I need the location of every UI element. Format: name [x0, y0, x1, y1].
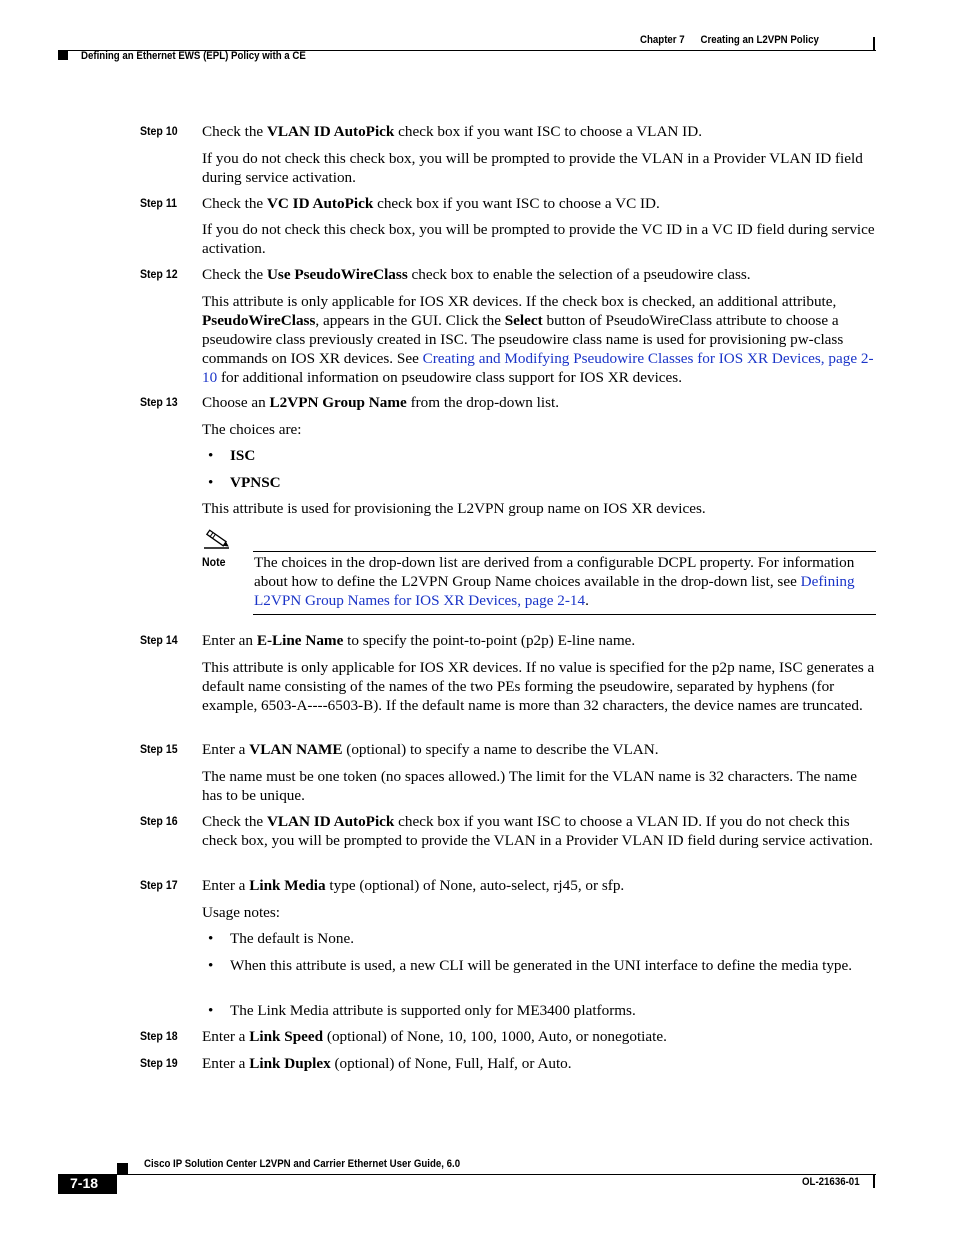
step-12-detail: This attribute is only applicable for IOS XR devices. If the check box is checked, an additional attribute, PseudoWireClass, appears in the GUI. Click the Select button of PseudoWireClass attribute to choose a pseudowire class previously created in ISC. The pseudowire class name is used for provisioning pw-class commands on IOS XR devices. See Creating and Modifying Pseudowire Classes for IOS XR Devices, page 2-10 for additional information on pseudowire class support for IOS XR devices. [202, 293, 874, 386]
usage-note: When this attribute is used, a new CLI will be generated in the UNI interface to define the media type. [230, 957, 853, 974]
step-17-text: Enter a Link Media type (optional) of None, auto-select, rj45, or sfp. [202, 877, 625, 894]
header-tick [873, 37, 875, 51]
step-11-text: Check the VC ID AutoPick check box if you want ISC to choose a VC ID. [202, 195, 660, 212]
step-14-detail: This attribute is only applicable for IOS XR devices. If no value is specified for the p2p name, ISC generates a default name consisting of the names of the two PEs forming the pseudowire, separated by hyphens (for example, 6503-A----6503-B). If the default name is more than 32 characters, the device names are truncated. [202, 659, 875, 714]
document-number: OL-21636-01 [802, 1176, 860, 1188]
step-15-detail: The name must be one token (no spaces allowed.) The limit for the VLAN name is 32 characters. The name has to be unique. [202, 768, 857, 804]
header-marker [58, 51, 68, 60]
bullet: • [208, 1002, 214, 1019]
header-chapter [640, 34, 819, 46]
pseudowire-classes-link[interactable]: Creating and Modifying Pseudowire Classes for IOS XR Devices, page 2-10 [202, 350, 874, 386]
note-text: The choices in the drop-down list are derived from a configurable DCPL property. For information about how to define the L2VPN Group Name choices available in the drop-down list, see Defining L2VPN Group Names for IOS XR Devices, page 2-14. [254, 554, 855, 609]
footer-tick [873, 1174, 875, 1188]
bullet: • [208, 930, 214, 947]
note-pencil-icon [202, 528, 232, 550]
step-13-text: Choose an L2VPN Group Name from the drop-down list. [202, 394, 560, 411]
step-14-label: Step 14 [140, 633, 178, 647]
step-10-text: Check the VLAN ID AutoPick check box if you want ISC to choose a VLAN ID. [202, 123, 703, 140]
step-16-label: Step 16 [140, 814, 178, 828]
step-10-detail: If you do not check this check box, you will be prompted to provide the VLAN in a Provider VLAN ID field during service activation. [202, 150, 863, 186]
step-17-label: Step 17 [140, 878, 178, 892]
step-10-label: Step 10 [140, 124, 178, 138]
step-12-label: Step 12 [140, 267, 178, 281]
step-18-text: Enter a Link Speed (optional) of None, 10, 100, 1000, Auto, or nonegotiate. [202, 1028, 667, 1045]
step-15-label: Step 15 [140, 742, 178, 756]
note-label: Note [202, 555, 226, 569]
chapter-title: Creating an L2VPN Policy [700, 34, 819, 46]
step-13-after: This attribute is used for provisioning the L2VPN group name on IOS XR devices. [202, 500, 706, 517]
chapter-number: Chapter 7 [640, 34, 685, 46]
usage-note: The Link Media attribute is supported only for ME3400 platforms. [230, 1002, 636, 1019]
bullet: • [208, 957, 214, 974]
choice-vpnsc: VPNSC [230, 474, 281, 491]
step-14-text: Enter an E-Line Name to specify the point-to-point (p2p) E-line name. [202, 632, 636, 649]
step-11-label: Step 11 [140, 196, 177, 210]
note-rule-bottom [253, 614, 876, 615]
note-rule-top [253, 551, 876, 552]
l2vpn-group-names-link[interactable]: Defining L2VPN Group Names for IOS XR Devices, page 2-14 [254, 573, 855, 609]
step-11-detail: If you do not check this check box, you will be prompted to provide the VC ID in a VC ID field during service activation. [202, 221, 875, 257]
step-13-label: Step 13 [140, 395, 178, 409]
step-13-choices-intro: The choices are: [202, 421, 302, 438]
step-19-text: Enter a Link Duplex (optional) of None, Full, Half, or Auto. [202, 1055, 572, 1072]
step-17-usage-intro: Usage notes: [202, 904, 281, 921]
footer-marker [117, 1163, 128, 1174]
step-18-label: Step 18 [140, 1029, 178, 1043]
section-title: Defining an Ethernet EWS (EPL) Policy with a CE [81, 50, 306, 62]
step-19-label: Step 19 [140, 1056, 178, 1070]
bullet: • [208, 447, 214, 464]
step-16-text: Check the VLAN ID AutoPick check box if you want ISC to choose a VLAN ID. If you do not check this check box, you will be prompted to provide the VLAN in a Provider VLAN ID field during service activation. [202, 813, 873, 849]
footer-title: Cisco IP Solution Center L2VPN and Carrier Ethernet User Guide, 6.0 [144, 1158, 461, 1170]
footer-rule [58, 1174, 876, 1175]
step-12-text: Check the Use PseudoWireClass check box to enable the selection of a pseudowire class. [202, 266, 751, 283]
choice-isc: ISC [230, 447, 256, 464]
usage-note: The default is None. [230, 930, 354, 947]
bullet: • [208, 474, 214, 491]
step-15-text: Enter a VLAN NAME (optional) to specify a name to describe the VLAN. [202, 741, 659, 758]
page-number: 7-18 [70, 1175, 99, 1191]
